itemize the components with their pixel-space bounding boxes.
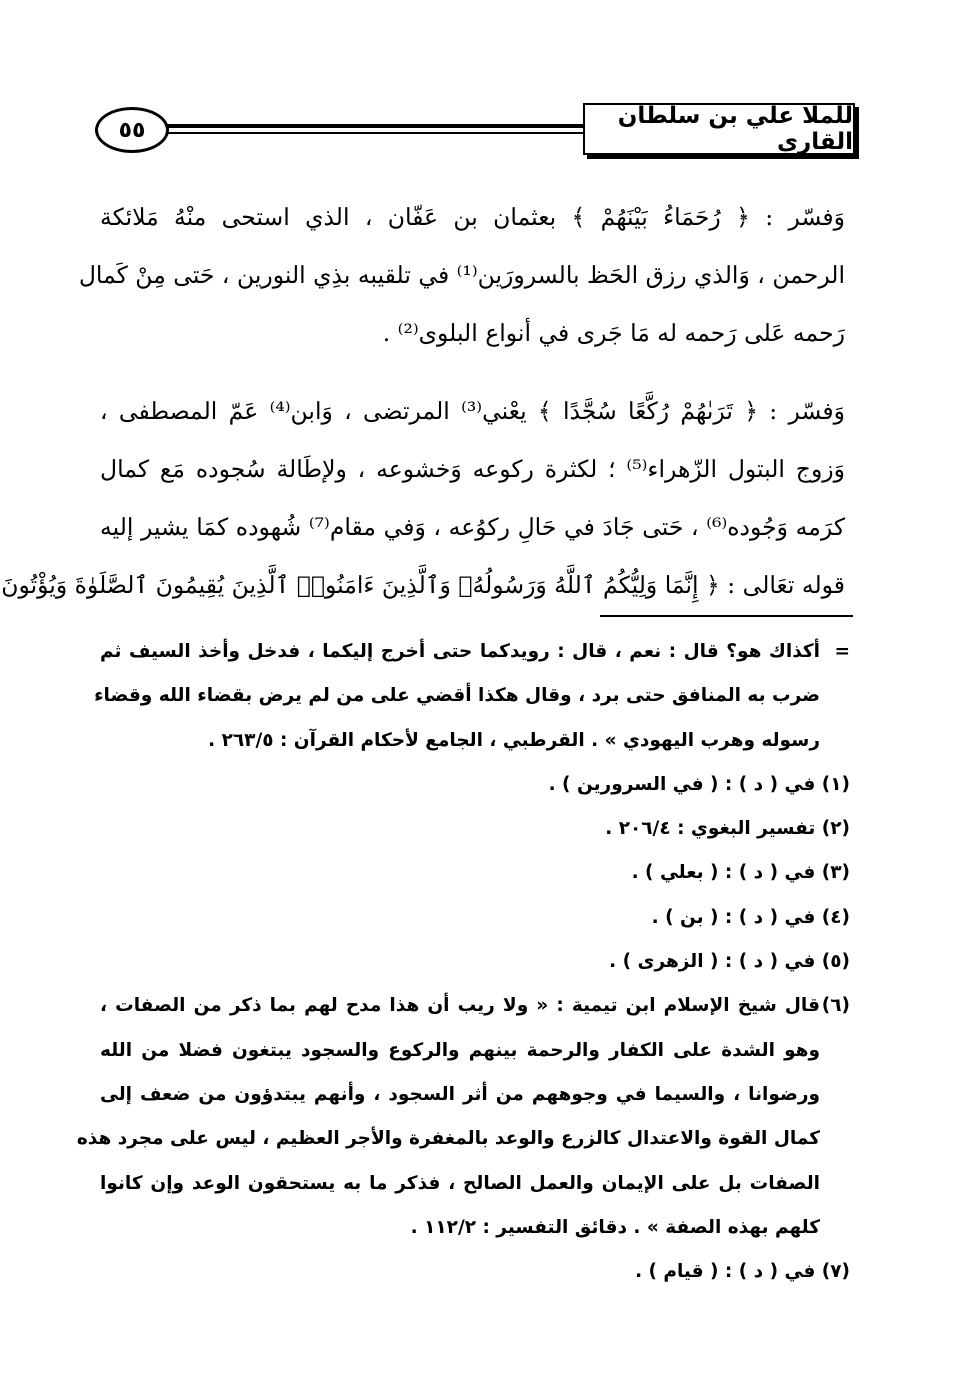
footnote-line: ضرب به المنافق حتى برد ، وقال هكذا أقضي على من لم يرض بقضاء الله وقضاء: [94, 685, 820, 707]
footnote-line: قال شيخ الإسلام ابن تيمية : « ولا ريب أن هذا مدح لهم بما ذكر من الصفات ،: [100, 995, 820, 1017]
footnote-line: ورضوانا ، والسيما في وجوههم من أثر السجود ، وأنهم يبتدؤون من ضعف إلى: [100, 1083, 820, 1105]
header-rule-thin: [151, 132, 583, 134]
running-title: للملا علي بن سلطان القاري: [583, 103, 855, 155]
footnote-6: [76, 984, 850, 1250]
main-text: [1, 188, 846, 634]
footnote-line: رسوله وهرب اليهودي » . القرطبي ، الجامع لأحكام القرآن : ٢٦٣/٥ .: [208, 729, 820, 751]
footnote-separator: [600, 615, 853, 617]
footnote-4: (٤) في ( د ) : ( بن ) .: [651, 906, 850, 928]
footnote-3: (٣) في ( د ) : ( بعلي ) .: [631, 862, 850, 884]
footnote-line: الصفات بل على الإيمان والعمل الصالح ، فذكر ما به يستحقون الوعد وإن كانوا: [100, 1172, 820, 1194]
continuation-marker: =: [834, 641, 850, 662]
page-header: [95, 95, 855, 165]
footnote-5: (٥) في ( د ) : ( الزهرى ) .: [609, 951, 850, 973]
paragraph-1: [78, 188, 845, 362]
text-line: الرحمن ، وَالذي رزق الحَظ بالسرورَين⁽¹⁾ في تلقيبه بذِي النورين ، حَتى مِنْ كَمال: [78, 261, 845, 289]
footnote-line: وهو الشدة على الكفار والرحمة بينهم والركوع والسجود يبتغون فضلا من الله: [100, 1039, 820, 1061]
footnotes: [76, 630, 850, 1294]
footnote-continuation: [94, 630, 850, 763]
text-line: وَفسّر : ﴿ تَرَىٰهُمْ رُكَّعًا سُجَّدًا ﴾ يعْني⁽³⁾ المرتضى ، وَابن⁽⁴⁾ عَمّ المصطفى ،: [100, 397, 845, 425]
footnote-6-marker: (٦): [821, 995, 850, 1017]
text-line: وَزوج البتول الزّهراء⁽⁵⁾ ؛ لكثرة ركوعه وَخشوعه ، ولإطَالة سُجوده مَع كمال: [100, 455, 846, 483]
text-line: كرَمه وَجُوده⁽⁶⁾ ، حَتى جَادَ في حَالِ ركوُعه ، وَفي مقام⁽⁷⁾ شُهوده كمَا يشير إليه: [100, 513, 846, 541]
footnote-1: (١) في ( د ) : ( في السرورين ) .: [548, 773, 850, 795]
text-line: وَفسّر : ﴿ رُحَمَاءُ بَيْنَهُمْ ﴾ بعثمان بن عَفّان ، الذي استحى منْهُ مَلائكة: [100, 203, 845, 231]
footnote-line: كلهم بهذه الصفة » . دقائق التفسير : ١١٢/٢ .: [410, 1216, 820, 1238]
header-rule-thick: [151, 124, 583, 128]
text-line: رَحمه عَلى رَحمه له مَا جَرى في أنواع البلوى⁽²⁾ .: [382, 319, 845, 347]
text-line: قوله تعَالى : ﴿ إِنَّمَا وَلِيُّكُمُ ٱللَّهُ وَرَسُولُهُۥ وَٱلَّذِينَ ءَامَنُوا۟ ٱلَّذِينَ يُقِيمُونَ ٱلصَّلَوٰةَ وَيُؤْتُونَ: [1, 571, 845, 599]
footnote-line: أكذاك هو؟ قال : نعم ، قال : رويدكما حتى أخرج إليكما ، فدخل وأخذ السيف ثم: [100, 641, 820, 662]
footnote-7: (٧) في ( د ) : ( قيام ) .: [635, 1261, 850, 1283]
paragraph-2: [1, 382, 846, 614]
footnote-2: (٢) تفسير البغوي : ٢٠٦/٤ .: [605, 818, 850, 840]
footnote-line: كمال القوة والاعتدال كالزرع والوعد بالمغفرة والأجر العظيم ، ليس على مجرد هذه: [76, 1128, 820, 1150]
page-number: ٥٥: [95, 107, 169, 153]
